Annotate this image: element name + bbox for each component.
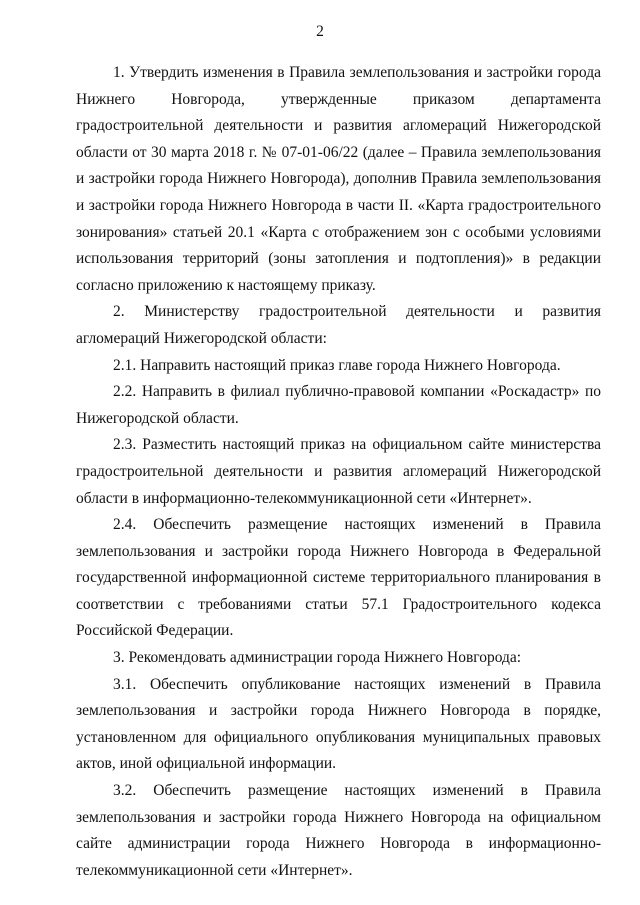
paragraph-2-4: 2.4. Обеспечить размещение настоящих изменений в Правила землепользования и застройки города Нижнего Новгорода в Федеральной государственной информационной системе территориального планирования в соответствии с требованиями статьи 57.1 Градостроительного кодекса Российской Федерации. <box>76 516 601 640</box>
paragraph-1: 1. Утвердить изменения в Правила землепользования и застройки города Нижнего Новгорода, утвержденные приказом департамента градостроительной деятельности и развития агломераций Нижегородской области от 30 марта 2018 г. № 07-01-06/22 (далее – Правила землепользования и застройки города Нижнего Новгорода), дополнив Правила землепользования и застройки города Нижнего Новгорода в части II. «Карта градостроительного зонирования» статьей 20.1 «Карта с отображением зон с особыми условиями использования территорий (зоны затопления и подтопления)» в редакции согласно приложению к настоящему приказу. <box>76 64 601 294</box>
paragraph-3-2: 3.2. Обеспечить размещение настоящих изменений в Правила землепользования и застройки города Нижнего Новгорода на официальном сайте администрации города Нижнего Новгорода в информационно-телекоммуникационной сети «Интернет». <box>76 782 601 879</box>
paragraph-3-1: 3.1. Обеспечить опубликование настоящих изменений в Правила землепользования и застройки города Нижнего Новгорода в порядке, установленном для официального опубликования муниципальных правовых актов, иной официальной информации. <box>76 675 601 773</box>
paragraph-2-1: 2.1. Направить настоящий приказ главе города Нижнего Новгорода. <box>113 356 561 374</box>
paragraph-3: 3. Рекомендовать администрации города Нижнего Новгорода: <box>113 649 522 667</box>
document-body <box>76 60 601 884</box>
paragraph-2: 2. Министерству градостроительной деятельности и развития агломераций Нижегородской области: <box>76 303 601 347</box>
paragraph-2-2: 2.2. Направить в филиал публично-правовой компании «Роскадастр» по Нижегородской области. <box>76 383 601 427</box>
paragraph-2-3: 2.3. Разместить настоящий приказ на официальном сайте министерства градостроительной деятельности и развития агломераций Нижегородской области в информационно-телекоммуникационной сети «Интернет». <box>76 436 601 507</box>
page-number: 2 <box>316 23 324 40</box>
